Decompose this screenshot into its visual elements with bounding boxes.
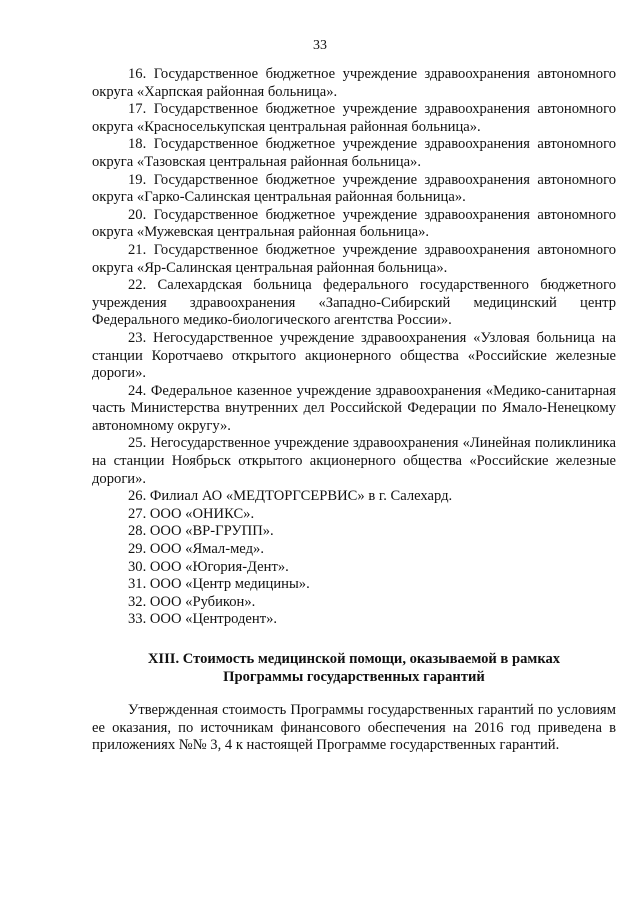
list-item: 33. ООО «Центродент».: [128, 611, 278, 628]
list-item: 32. ООО «Рубикон».: [128, 593, 256, 610]
list-item: 31. ООО «Центр медицины».: [128, 576, 310, 593]
list-item: 26. Филиал АО «МЕДТОРГСЕРВИС» в г. Салехард.: [128, 488, 453, 505]
section-paragraph: Утвержденная стоимость Программы государственных гарантий по условиям ее оказания, по источникам финансового обеспечения на 2016 год приведена в приложениях №№ 3, 4 к настоящей Программе государственных гарантий.: [92, 702, 616, 754]
list-item: 30. ООО «Югория-Дент».: [128, 558, 289, 575]
list-item: 22. Салехардская больница федерального государственного бюджетного учреждения здравоохранения «Западно-Сибирский медицинский центр Федерального медико-биологического агентства России».: [92, 277, 616, 329]
list-item: 23. Негосударственное учреждение здравоохранения «Узловая больница на станции Коротчаево открытого акционерного общества «Российские железные дороги».: [92, 329, 616, 382]
section-heading: [92, 650, 616, 686]
institution-list: [92, 66, 616, 629]
list-item: 20. Государственное бюджетное учреждение здравоохранения автономного округа «Мужевская центральная районная больница».: [92, 206, 616, 241]
list-item: 25. Негосударственное учреждение здравоохранения «Линейная поликлиника на станции Ноябрьск открытого акционерного общества «Российские железные дороги».: [92, 435, 616, 487]
list-item: 18. Государственное бюджетное учреждение здравоохранения автономного округа «Тазовская центральная районная больница».: [92, 136, 616, 170]
list-item: 17. Государственное бюджетное учреждение здравоохранения автономного округа «Красноселькупская центральная районная больница».: [92, 101, 616, 135]
section-heading-line: XIII. Стоимость медицинской помощи, оказываемой в рамках: [147, 651, 561, 667]
list-item: 19. Государственное бюджетное учреждение здравоохранения автономного округа «Гарко-Салинская центральная районная больница».: [92, 171, 616, 206]
section-heading-line: Программы государственных гарантий: [223, 669, 485, 685]
list-item: 24. Федеральное казенное учреждение здравоохранения «Медико-санитарная часть Министерства внутренних дел Российской Федерации по Ямало-Ненецкому автономному округу».: [92, 382, 616, 434]
list-item: 21. Государственное бюджетное учреждение здравоохранения автономного округа «Яр-Салинская центральная районная больница».: [92, 241, 616, 276]
list-item: 16. Государственное бюджетное учреждение здравоохранения автономного округа «Харпская районная больница».: [92, 66, 616, 100]
list-item: 29. ООО «Ямал-мед».: [128, 541, 264, 558]
list-item: 27. ООО «ОНИКС».: [128, 505, 255, 522]
list-item: 28. ООО «ВР-ГРУПП».: [128, 523, 274, 540]
page-number: 33: [313, 38, 327, 53]
